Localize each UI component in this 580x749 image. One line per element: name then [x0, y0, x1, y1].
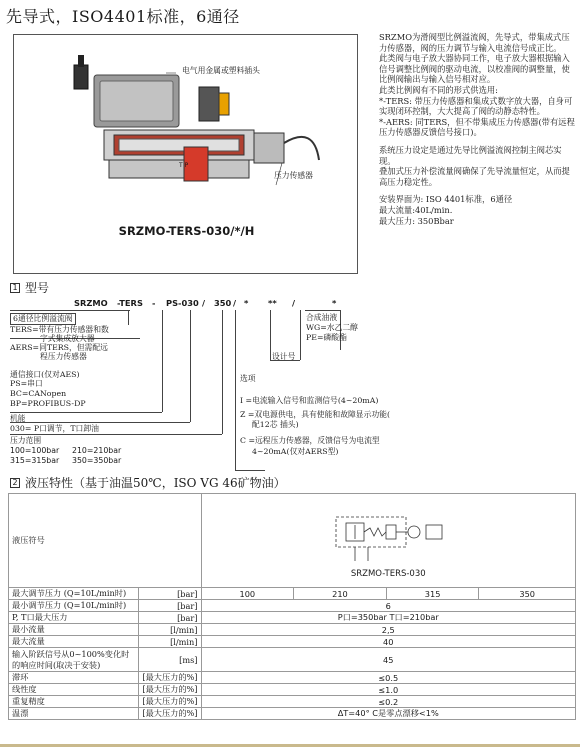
- row-unit: [ms]: [139, 648, 201, 672]
- code-seg-6: 350: [214, 298, 232, 308]
- row-label: 最大调节压力 (Q=10L/min时): [9, 588, 139, 600]
- row-unit: [bar]: [139, 612, 201, 624]
- row-unit: [最大压力的%]: [139, 696, 201, 708]
- symbol-cell: [201, 494, 576, 588]
- row-label: 输入阶跃信号从0~100%变化时的响应时间(取决于安装): [9, 648, 139, 672]
- pressure-range-title: 压力范围: [10, 436, 42, 445]
- symbol-label: 液压符号: [9, 494, 202, 588]
- valve-illustration: [14, 35, 359, 220]
- table-row: [9, 708, 576, 720]
- section-number: 2: [10, 478, 20, 488]
- desc-p3: 此类比例阀有不同的形式供选用:: [379, 84, 498, 95]
- tree-line: [300, 310, 301, 360]
- figure-caption: SRZMO-TERS-030/*/H: [118, 224, 255, 238]
- tree-line: [305, 310, 341, 311]
- tree-line: [270, 310, 271, 360]
- section-model-header: [10, 279, 49, 296]
- seal-wg: WG=水乙二醇: [306, 323, 358, 332]
- row-value: ≤0.2: [201, 696, 576, 708]
- row-unit: [最大压力的%]: [139, 684, 201, 696]
- comm-bc: BC=CANopen: [10, 389, 67, 398]
- desc-p2: 此类阀与电子放大器协同工作，电子放大器根据输入信号调整比例阀的驱动电流，以校准阀的调整量，使比例阀输出与输入信号相对应。: [379, 53, 570, 85]
- table-row: [9, 588, 576, 600]
- page-title: 先导式，ISO4401标准，6通径: [6, 7, 240, 26]
- code-seg-8: *: [244, 298, 249, 308]
- comm-title: 通信接口(仅对AES): [10, 370, 80, 379]
- code-seg-5: /: [202, 298, 206, 308]
- symbol-caption: SRZMO-TERS-030: [350, 568, 426, 579]
- comm-bp: BP=PROFIBUS-DP: [10, 399, 86, 408]
- table-row: [9, 696, 576, 708]
- row-label: 重复精度: [9, 696, 139, 708]
- row-label: 温漂: [9, 708, 139, 720]
- plug-label: 电气用金属或塑料插头: [182, 66, 260, 75]
- ters-label-cont: 字式集成放大器: [40, 334, 95, 343]
- func-title: 机能: [10, 414, 26, 423]
- pressure-210: 210=210bar: [72, 446, 122, 455]
- func-030: 030= P口调节，T口卸油: [10, 424, 99, 433]
- row-unit: [最大压力的%]: [139, 672, 201, 684]
- row-value: 40: [201, 636, 576, 648]
- desc-p7: 叠加式压力补偿流量阀确保了先导流量恒定，从而提高压力稳定性。: [379, 166, 570, 187]
- code-seg-7: /: [233, 298, 237, 308]
- table-row: [9, 672, 576, 684]
- row-label: 最小流量: [9, 624, 139, 636]
- row-label: P, T口最大压力: [9, 612, 139, 624]
- hydraulic-symbol: [328, 505, 448, 567]
- row-value: 315: [386, 588, 479, 600]
- options-title: 选项: [240, 374, 256, 383]
- desc-p4: *-TERS: 带压力传感器和集成式数字放大器，自身可实现闭环控制，大大提高了阀的动静态特性。: [379, 95, 573, 117]
- spec-max-flow: 最大流量:40L/min.: [379, 204, 453, 215]
- sensor-label: 压力传感器: [274, 171, 313, 180]
- row-value: 45: [201, 648, 576, 672]
- tree-line: [10, 434, 222, 435]
- row-value: P口=350bar T口=210bar: [201, 612, 576, 624]
- row-value: ≤0.5: [201, 672, 576, 684]
- row-label: 最大流量: [9, 636, 139, 648]
- comm-ps: PS=串口: [10, 379, 43, 388]
- code-seg-10: /: [292, 298, 296, 308]
- desc-p1: SRZMO为滑阀型比例溢流阀，先导式，带集成式压力传感器，阀的压力调节与输入电流信号成正比。: [379, 32, 570, 53]
- table-row: [9, 612, 576, 624]
- tree-line: [235, 310, 236, 470]
- code-seg-9: **: [268, 298, 277, 308]
- table-row: [9, 648, 576, 672]
- table-row: [9, 600, 576, 612]
- row-label: 最小调节压力 (Q=10L/min时): [9, 600, 139, 612]
- table-row: [9, 494, 576, 588]
- seal-title: 合成油液: [306, 313, 338, 322]
- row-value: 350: [479, 588, 576, 600]
- spec-mounting: 安装界面为: ISO 4401标准，6通径: [379, 194, 513, 205]
- tree-line: [10, 310, 130, 311]
- row-unit: [bar]: [139, 588, 201, 600]
- code-seg-1: -TERS: [117, 298, 143, 308]
- row-value: 2,5: [201, 624, 576, 636]
- pressure-100: 100=100bar: [10, 446, 60, 455]
- code-seg-11: *: [332, 298, 337, 308]
- desc-p6: 系统压力设定是通过先导比例溢流阀控制主阀芯实现。: [379, 144, 562, 166]
- aers-label-cont: 程压力传感器: [40, 352, 87, 361]
- option-z: Z =双电源供电，具有使能和故障显示功能(: [240, 410, 391, 419]
- row-value: 210: [294, 588, 387, 600]
- table-row: [9, 624, 576, 636]
- code-seg-2: -: [152, 298, 156, 308]
- description: [379, 32, 577, 226]
- port-labels: T P: [179, 162, 189, 169]
- aers-label: AERS=同TERS，但需配远: [10, 343, 108, 352]
- hydraulic-spec-table: [8, 493, 576, 720]
- desc-p5: *-AERS: 同TERS，但不带集成压力传感器(带有远程压力传感器反馈信号接口)。: [379, 116, 575, 138]
- row-label: 线性度: [9, 684, 139, 696]
- row-unit: [bar]: [139, 600, 201, 612]
- tree-line: [162, 310, 163, 412]
- row-value: ΔT=40° C是零点漂移<1%: [201, 708, 576, 720]
- ters-label: TERS=带有压力传感器和数: [10, 325, 109, 334]
- option-z-cont: 配12芯 插头): [252, 420, 299, 429]
- section-title: 液压特性（基于油温50℃，ISO VG 46矿物油）: [25, 476, 286, 490]
- row-value: 6: [201, 600, 576, 612]
- row-label: 滞环: [9, 672, 139, 684]
- row-unit: [最大压力的%]: [139, 708, 201, 720]
- valve-figure: [13, 34, 358, 274]
- option-c-cont: 4~20mA(仅对AERS型): [252, 447, 339, 456]
- table-row: [9, 636, 576, 648]
- row-unit: [l/min]: [139, 624, 201, 636]
- code-seg-3: PS: [166, 298, 179, 308]
- valve-type-label: 6通径比例溢流阀: [10, 313, 76, 325]
- bottom-rule: [0, 744, 580, 747]
- section-title: 型号: [25, 281, 50, 295]
- seal-pe: PE=磷酸酯: [306, 333, 347, 342]
- row-unit: [l/min]: [139, 636, 201, 648]
- code-seg-4: -030: [178, 298, 199, 308]
- tree-line: [10, 422, 190, 423]
- spec-max-pressure: 最大压力: 350Bbar: [379, 215, 454, 226]
- code-seg-0: SRZMO: [74, 298, 108, 308]
- pressure-315: 315=315bar: [10, 456, 60, 465]
- section-number: 1: [10, 283, 20, 293]
- tree-line: [222, 310, 223, 434]
- option-c: C =远程压力传感器，反馈信号为电流型: [240, 436, 380, 445]
- option-i: I =电流输入信号和监测信号(4~20mA): [240, 396, 379, 405]
- tree-line: [190, 310, 191, 422]
- row-value: 100: [201, 588, 294, 600]
- tree-line: [235, 470, 265, 471]
- table-row: [9, 684, 576, 696]
- design-number: 设计号: [272, 352, 296, 361]
- section-hydraulic-header: [10, 474, 286, 491]
- tree-line: [10, 412, 162, 413]
- tree-line: [128, 310, 129, 325]
- pressure-350: 350=350bar: [72, 456, 122, 465]
- row-value: ≤1.0: [201, 684, 576, 696]
